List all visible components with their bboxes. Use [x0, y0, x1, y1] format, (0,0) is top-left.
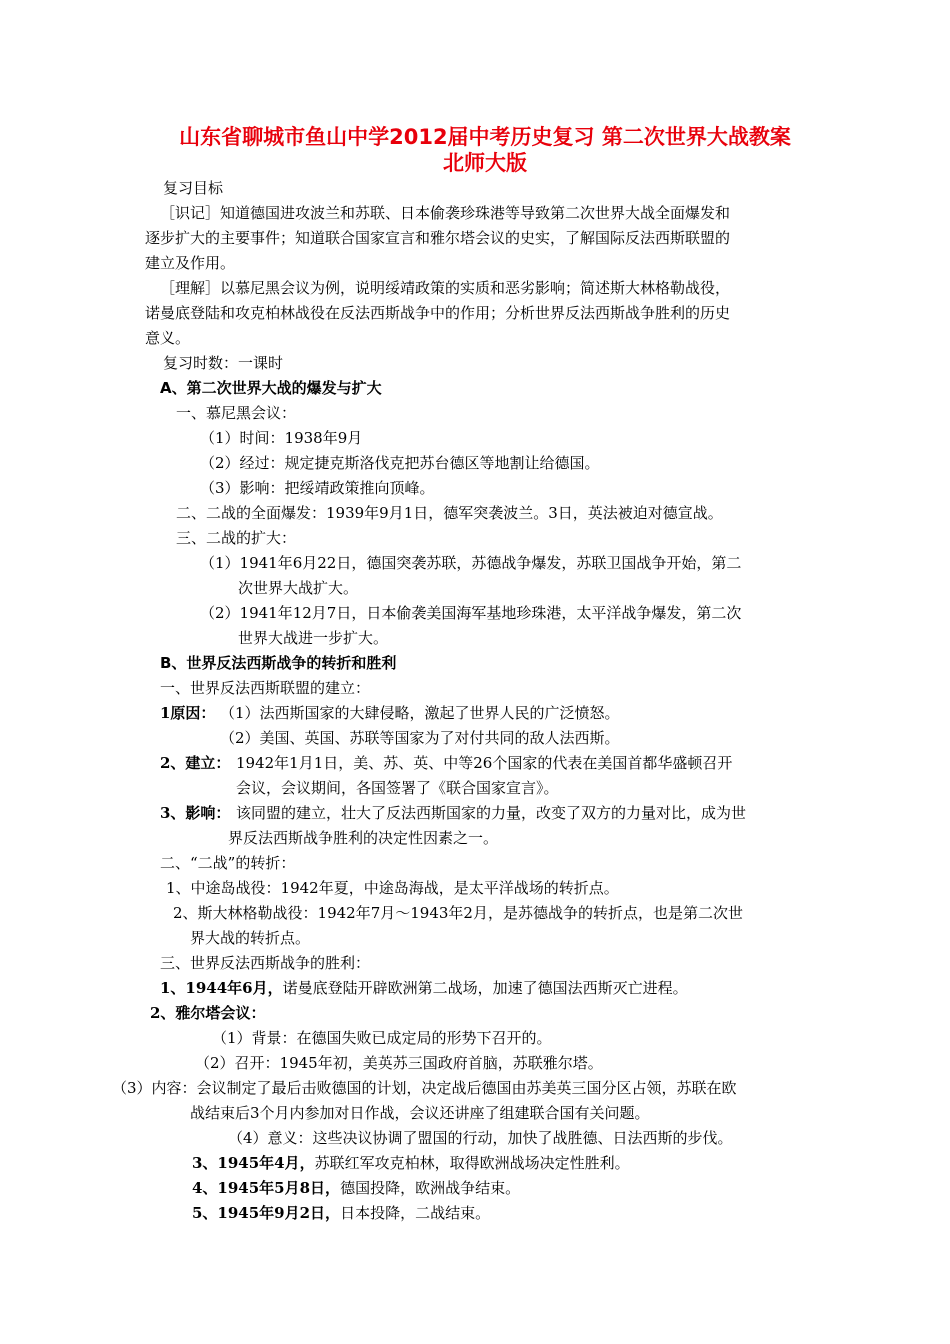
section-b-heading: B、世界反法西斯战争的转折和胜利 [160, 654, 397, 672]
b2-item-2-line-1: 2、斯大林格勒战役：1942年7月～1943年2月，是苏德战争的转折点，也是第二次世 [173, 904, 743, 922]
lijie-line-2: 诺曼底登陆和攻克柏林战役在反法西斯战争中的作用；分析世界反法西斯战争胜利的历史 [145, 304, 731, 322]
b2-item-1: 1、中途岛战役：1942年夏，中途岛海战，是太平洋战场的转折点。 [166, 879, 619, 897]
b3-yalta-content-line-2: 战结束后3个月内参加对日作战，会议还讲座了组建联合国有关问题。 [190, 1104, 650, 1122]
b3-item-1-label: 1、1944年6月， [160, 979, 283, 997]
b1-establish-2: 会议，会议期间，各国签署了《联合国家宣言》。 [236, 779, 559, 797]
a1-time: （1）时间：1938年9月 [200, 429, 363, 447]
lijie-line-1: ［理解］以慕尼黑会议为例，说明绥靖政策的实质和恶劣影响；简述斯大林格勒战役， [160, 279, 731, 297]
b3-item-4-label: 4、1945年5月8日， [192, 1179, 341, 1197]
b3-item-3 [192, 1153, 630, 1173]
b3-item-4-text: 德国投降，欧洲战争结束。 [340, 1179, 521, 1197]
b3-item-5 [192, 1203, 490, 1223]
goals-heading: 复习目标 [163, 179, 224, 197]
b1-establish-1: 1942年1月1日，美、苏、英、中等26个国家的代表在美国首都华盛顿召开 [236, 754, 733, 772]
b2-item-2-line-2: 界大战的转折点。 [190, 929, 311, 947]
a3-heading: 三、二战的扩大： [176, 529, 297, 547]
a1-effect: （3）影响：把绥靖政策推向顶峰。 [200, 479, 435, 497]
b3-item-5-label: 5、1945年9月2日， [192, 1204, 341, 1222]
shiji-line-2: 逐步扩大的主要事件；知道联合国家宣言和雅尔塔会议的史实，了解国际反法西斯联盟的 [145, 229, 731, 247]
document-title-line-2: 北师大版 [443, 151, 527, 175]
b1-cause-label: 1原因： [160, 704, 216, 722]
review-hours: 复习时数：一课时 [163, 354, 284, 372]
a2-outbreak: 二、二战的全面爆发：1939年9月1日，德军突袭波兰。3日，英法被迫对德宣战。 [176, 504, 723, 522]
b3-yalta-background: （1）背景：在德国失败已成定局的形势下召开的。 [212, 1029, 552, 1047]
section-a-heading: A、第二次世界大战的爆发与扩大 [160, 379, 382, 397]
b3-item-5-text: 日本投降，二战结束。 [340, 1204, 491, 1222]
document-title-line-1: 山东省聊城市鱼山中学2012届中考历史复习 第二次世界大战教案 [179, 125, 791, 149]
a3-item-1-line-2: 次世界大战扩大。 [238, 579, 359, 597]
b1-heading: 一、世界反法西斯联盟的建立： [160, 679, 371, 697]
b3-item-2-label: 2、雅尔塔会议： [150, 1004, 266, 1022]
b1-cause-1: （1）法西斯国家的大肆侵略，激起了世界人民的广泛愤怒。 [220, 704, 620, 722]
shiji-line-1: ［识记］知道德国进攻波兰和苏联、日本偷袭珍珠港等导致第二次世界大战全面爆发和 [160, 204, 731, 222]
a1-heading: 一、慕尼黑会议： [176, 404, 297, 422]
b3-yalta-significance: （4）意义：这些决议协调了盟国的行动，加快了战胜德、日法西斯的步伐。 [228, 1129, 733, 1147]
b1-effect-2: 界反法西斯战争胜利的决定性因素之一。 [228, 829, 499, 847]
shiji-line-3: 建立及作用。 [145, 254, 236, 272]
b3-item-3-text: 苏联红军攻克柏林，取得欧洲战场决定性胜利。 [314, 1154, 630, 1172]
b1-cause-2: （2）美国、英国、苏联等国家为了对付共同的敌人法西斯。 [220, 729, 620, 747]
b3-item-1 [160, 978, 688, 998]
b3-item-3-label: 3、1945年4月， [192, 1154, 315, 1172]
b1-effect-label: 3、影响： [160, 804, 231, 822]
a3-item-1-line-1: （1）1941年6月22日，德国突袭苏联，苏德战争爆发，苏联卫国战争开始，第二 [200, 554, 742, 572]
b3-item-4 [192, 1178, 520, 1198]
b3-heading: 三、世界反法西斯战争的胜利： [160, 954, 371, 972]
a3-item-2-line-2: 世界大战进一步扩大。 [238, 629, 389, 647]
a1-process: （2）经过：规定捷克斯洛伐克把苏台德区等地割让给德国。 [200, 454, 600, 472]
b1-effect-1: 该同盟的建立，壮大了反法西斯国家的力量，改变了双方的力量对比，成为世 [236, 804, 747, 822]
b3-yalta-convene: （2）召开：1945年初，美英苏三国政府首脑，苏联雅尔塔。 [195, 1054, 603, 1072]
b1-establish-label: 2、建立： [160, 754, 231, 772]
b3-item-1-text: 诺曼底登陆开辟欧洲第二战场，加速了德国法西斯灭亡进程。 [282, 979, 688, 997]
lijie-line-3: 意义。 [145, 329, 191, 347]
b2-heading: 二、“二战”的转折： [160, 854, 296, 872]
a3-item-2-line-1: （2）1941年12月7日，日本偷袭美国海军基地珍珠港，太平洋战争爆发，第二次 [200, 604, 742, 622]
b3-yalta-content-line-1: （3）内容：会议制定了最后击败德国的计划，决定战后德国由苏美英三国分区占领，苏联在欧 [112, 1079, 737, 1097]
